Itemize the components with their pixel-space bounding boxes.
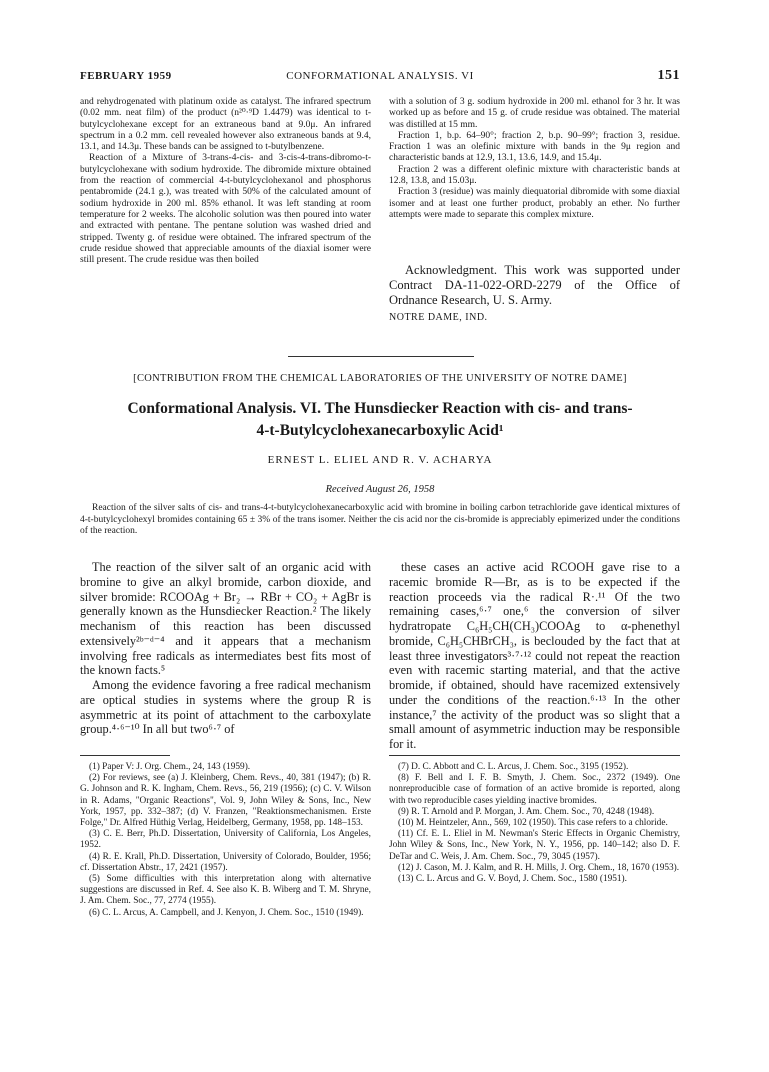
footnote: (12) J. Cason, M. J. Kalm, and R. H. Mills, J. Org. Chem., 18, 1670 (1953). [398,862,680,873]
contribution-line: [CONTRIBUTION FROM THE CHEMICAL LABORATORIES OF THE UNIVERSITY OF NOTRE DAME] [133,373,627,384]
footnote: (6) C. L. Arcus, A. Campbell, and J. Kenyon, J. Chem. Soc., 1510 (1949). [89,907,364,918]
paragraph: Fraction 3 (residue) was mainly diequatorial dibromide with some diaxial isomer and at least one further product, probably an ether. No further attempts were made to separate this complex mixture. [389,187,680,220]
paragraph: Fraction 2 was a different olefinic mixture with characteristic bands at 12.8, 13.8, and 15.03μ. [389,164,680,187]
header-date: FEBRUARY 1959 [80,70,172,82]
footnote-rule [80,755,170,756]
affiliation-place: NOTRE DAME, IND. [389,312,488,323]
body-left-column [80,560,371,737]
footnote: (1) Paper V: J. Org. Chem., 24, 143 (1959). [89,762,251,772]
footnote: (7) D. C. Abbott and C. L. Arcus, J. Chem. Soc., 3195 (1952). [398,762,629,772]
footnote: (9) R. T. Arnold and P. Morgan, J. Am. Chem. Soc., 70, 4248 (1948). [398,806,655,817]
article-title [80,398,680,442]
section-divider [288,356,474,357]
paragraph: Reaction of a Mixture of 3-trans-4-cis- and 3-cis-4-trans-dibromo-t-butylcyclohexane with sodium hydroxide. The dibromide mixture obtained from the reaction of commercial 4-t-butylcyclohexanol and phosphorus pentabromide (24.1 g.), was treated with 50% of the calculated amount of sodium hydroxide in 200 ml. 85% ethanol. It was left standing at room temperature for 2 weeks. The alcoholic solution was then poured into water and extracted with pentane. The pentane solution was washed dried and stripped. Twenty g. of residue were obtained. The infrared spectrum of the crude residue showed that appreciable amounts of the diaxial isomer were still present. The crude residue was then boiled [80,153,371,266]
top-left-column [80,97,371,266]
footnote: (2) For reviews, see (a) J. Kleinberg, Chem. Revs., 40, 381 (1947); (b) R. G. Johnson and R. K. Ingham, Chem. Revs., 56, 219 (1956); (c) C. V. Wilson in R. Adams, "Organic Reactions", Vol. 9, John Wiley & Sons, Inc., New York, 1957, pp. 332–387; (d) V. Franzen, "Reaktionsmechanismen. Erste Folge," Dr. Alfred Hüthig Verlag, Heidelberg, Germany, 1958, pp. 148–153. [80,773,371,829]
footnote: (11) Cf. E. L. Eliel in M. Newman's Steric Effects in Organic Chemistry, John Wiley & Sons, Inc., New York, N. Y., 1956, pp. 140–142; also D. F. DeTar and C. Weis, J. Am. Chem. Soc., 79, 3045 (1957). [389,829,680,862]
title-line: 4-t-Butylcyclohexanecarboxylic Acid¹ [256,422,504,439]
footnotes-left [80,762,371,919]
footnote-rule [389,755,680,756]
paragraph: with a solution of 3 g. sodium hydroxide in 200 ml. ethanol for 3 hr. It was worked up as before and 15 g. of crude residue was obtained. The material was distilled at 15 mm. [389,97,680,130]
footnote: (4) R. E. Krall, Ph.D. Dissertation, University of Colorado, Boulder, 1956; cf. Dissertation Abstr., 17, 2421 (1957). [80,851,371,873]
paragraph: The reaction of the silver salt of an organic acid with bromine to give an alkyl bromide, carbon dioxide, and silver bromide: RCOOAg + Br₂ → RBr + CO₂ + AgBr is generally known as the Hunsdiecker Reaction.² The likely mechanism of this reaction has been discussed extensively²ᵇ⁻ᵈ⁻⁴ and it appears that a mechanism involving free radicals as intermediates best fits most of the known facts.⁵ [80,560,371,678]
abstract: Reaction of the silver salts of cis- and trans-4-t-butylcyclohexanecarboxylic acid with bromine in boiling carbon tetrachloride gave identical mixtures of 4-t-butylcyclohexyl bromides containing 65 ± 3% of the trans isomer. Neither the cis acid nor the cis-bromide is appreciably epimerized under the conditions of the reaction. [80,503,680,536]
acknowledgment-block [389,263,680,323]
body-right-column [389,560,680,752]
received-date: Received August 26, 1958 [325,484,435,495]
page-number: 151 [657,68,680,83]
running-head [80,70,680,88]
paragraph: Fraction 1, b.p. 64–90°; fraction 2, b.p. 90–99°; fraction 3, residue. Fraction 1 was an olefinic mixture with bands in the 9μ region and characteristic bands at 12.9, 13.1, 13.6, 14.9, and 15.4μ. [389,130,680,164]
footnote: (8) F. Bell and I. F. B. Smyth, J. Chem. Soc., 2372 (1949). One nonreproducible case of formation of an active bromide is reported, along with two reproducible cases yielding inactive bromides. [389,773,680,806]
authors: ERNEST L. ELIEL AND R. V. ACHARYA [267,454,493,466]
top-right-column [389,97,680,221]
footnote: (3) C. E. Berr, Ph.D. Dissertation, University of California, Los Angeles, 1952. [80,829,371,851]
paragraph: these cases an active acid RCOOH gave rise to a racemic bromide R—Br, as is to be expected if the reaction proceeds via the radical R·.¹¹ Of the two remaining cases,⁶·⁷ one,⁶ the conversion of silver hydratropate C₆H₅CH(CH₃)COOAg to α-phenethyl bromide, C₆H₅CHBrCH₃, is beclouded by the fact that at least three investigators³·⁷·¹² could not repeat the reaction even with racemic starting material, and that the active bromide, if obtained, should have racemized extensively under the conditions of the reaction.⁶·¹³ In the other instance,⁷ the activity of the product was so slight that a small amount of asymmetric induction may be responsible for it. [389,560,680,751]
acknowledgment: Acknowledgment. This work was supported under Contract DA-11-022-ORD-2279 of the Office of Ordnance Research, U. S. Army. [389,263,680,307]
paragraph: Among the evidence favoring a free radical mechanism are optical studies in systems where the group R is asymmetric at its point of attachment to the carboxylate group.⁴·⁶⁻¹⁰ In all but two⁶·⁷ of [80,678,371,737]
header-series-title: CONFORMATIONAL ANALYSIS. VI [286,70,474,82]
footnotes-right [389,762,680,885]
footnote: (13) C. L. Arcus and G. V. Boyd, J. Chem. Soc., 1580 (1951). [398,874,627,885]
paragraph: and rehydrogenated with platinum oxide as catalyst. The infrared spectrum (0.02 mm. neat film) of the product (n²⁰·⁹D 1.4479) was identical to t-butylcyclohexane except for an extraneous band at 9.0μ. An infrared spectrum in a 0.2 mm. cell revealed however also extraneous bands at 9.4, 13.1, and 14.3μ. These bands can be assigned to t-butylbenzene. [80,97,371,153]
title-line: Conformational Analysis. VI. The Hunsdiecker Reaction with cis- and trans- [127,400,633,417]
footnote: (5) Some difficulties with this interpretation along with alternative suggestions are discussed in Ref. 4. See also K. B. Wiberg and T. M. Shryne, J. Am. Chem. Soc., 77, 2774 (1955). [80,874,371,907]
footnote: (10) M. Heintzeler, Ann., 569, 102 (1950). This case refers to a chloride. [398,818,668,829]
